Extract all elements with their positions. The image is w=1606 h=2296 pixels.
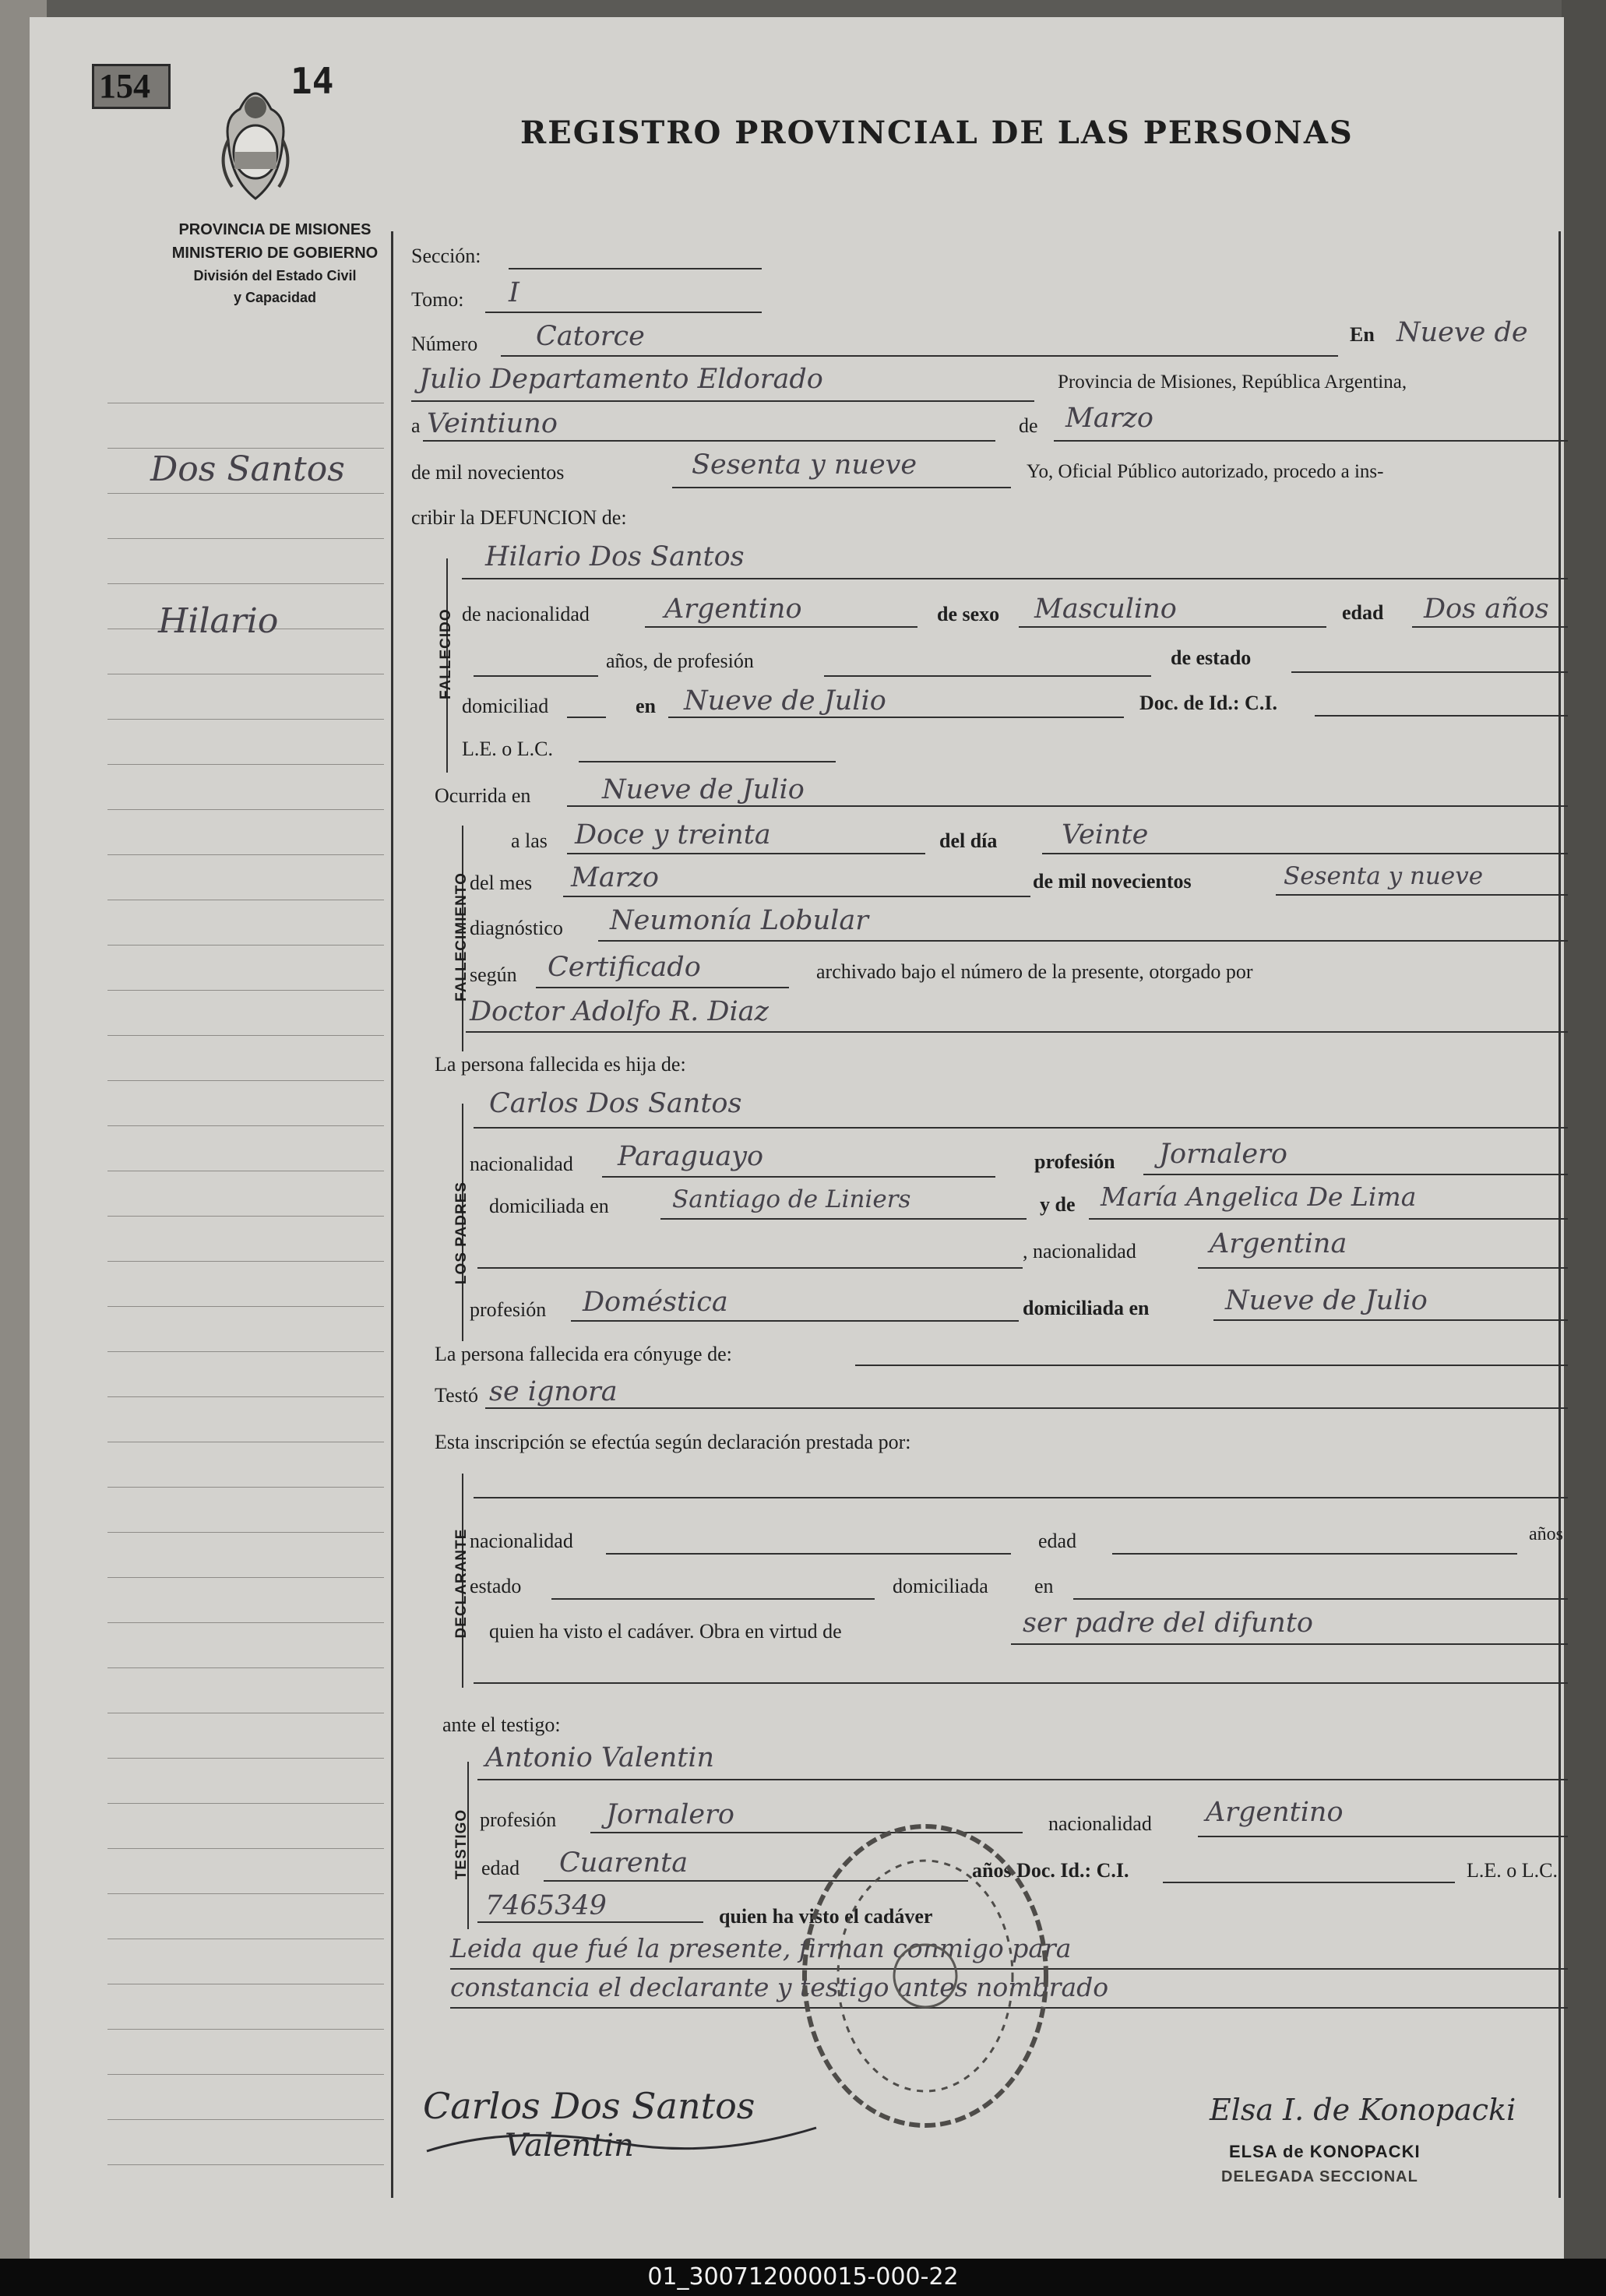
margin-line — [107, 809, 384, 810]
segun-label: según — [470, 963, 517, 986]
numero-value: Catorce — [536, 321, 645, 352]
closing-line-1: Leida que fué la presente, firman conmigo para — [450, 1933, 1072, 1963]
age-value: Dos años — [1424, 593, 1549, 625]
padres-label: LOS PADRES — [453, 1181, 470, 1285]
officer-name-stamp: ELSA de KONOPACKI — [1229, 2142, 1421, 2161]
mother-profession-value: Doméstica — [583, 1287, 728, 1318]
witness-profesion-label: profesión — [480, 1808, 557, 1831]
father-name: Carlos Dos Santos — [489, 1088, 742, 1119]
closing-line-2: constancia el declarante y testigo antes nombrado — [450, 1972, 1109, 2002]
a-label: a — [411, 414, 421, 437]
margin-line — [107, 1351, 384, 1352]
margin-line — [107, 1487, 384, 1488]
nacionalidad-label: de nacionalidad — [462, 603, 590, 625]
margin-line — [107, 945, 384, 946]
register-page — [30, 17, 1564, 2260]
father-profession-value: Jornalero — [1159, 1139, 1287, 1170]
father-domiciliada-label: domiciliada en — [489, 1195, 609, 1217]
tomo-value: I — [509, 277, 519, 308]
month-value: Marzo — [1065, 403, 1153, 434]
margin-line — [107, 764, 384, 765]
cribir-label: cribir la DEFUNCION de: — [411, 506, 627, 529]
declarant-signature: Carlos Dos Santos — [423, 2085, 755, 2127]
old-page-number: 154 — [92, 64, 171, 109]
day-value: Veintiuno — [427, 408, 558, 439]
father-domicile-value: Santiago de Liniers — [672, 1185, 911, 1213]
numero-label: Número — [411, 333, 478, 355]
mother-nacionalidad-label: , nacionalidad — [1023, 1240, 1136, 1262]
ante-testigo-label: ante el testigo: — [442, 1713, 561, 1736]
father-nationality-value: Paraguayo — [618, 1141, 764, 1172]
margin-line — [107, 2164, 384, 2165]
witness-edad-label: edad — [481, 1857, 520, 1879]
declarante-anos-label: años — [1529, 1524, 1563, 1544]
quien-cadaver-label: quien ha visto el cadáver. Obra en virtud de — [489, 1620, 842, 1643]
conyuge-label: La persona fallecida era cónyuge de: — [435, 1343, 732, 1365]
margin-given-name: Hilario — [158, 601, 279, 641]
ocurrida-label: Ocurrida en — [435, 784, 531, 807]
year-value: Sesenta y nueve — [692, 449, 917, 481]
margin-line — [107, 583, 384, 584]
en-label: En — [1350, 323, 1375, 346]
witness-nationality-value: Argentino — [1206, 1797, 1344, 1828]
deceased-name: Hilario Dos Santos — [485, 541, 745, 572]
margin-line — [107, 1848, 384, 1849]
declarante-nacionalidad-label: nacionalidad — [470, 1530, 573, 1552]
margin-line — [107, 1035, 384, 1036]
mother-nationality-value: Argentina — [1210, 1228, 1347, 1259]
margin-line — [107, 719, 384, 720]
mother-name: María Angelica De Lima — [1101, 1181, 1417, 1212]
coat-of-arms-icon — [209, 78, 302, 202]
mother-domiciliada-label: domiciliada en — [1023, 1297, 1150, 1319]
diagnosis-value: Neumonía Lobular — [610, 905, 868, 936]
margin-line — [107, 1396, 384, 1397]
margin-line — [107, 2029, 384, 2030]
seccion-label: Sección: — [411, 245, 481, 267]
margin-line — [107, 854, 384, 855]
margin-line — [107, 1080, 384, 1081]
document-title: REGISTRO PROVINCIAL DE LAS PERSONAS — [520, 114, 1354, 151]
a-las-label: a las — [511, 829, 548, 852]
edad-label: edad — [1342, 601, 1384, 624]
domicile-value: Nueve de Julio — [684, 685, 886, 717]
margin-line — [107, 1577, 384, 1578]
estado-label: de estado — [1171, 646, 1252, 669]
mother-domicile-value: Nueve de Julio — [1225, 1285, 1428, 1316]
le-label: L.E. o L.C. — [462, 738, 553, 760]
declarante-label: DECLARANTE — [453, 1528, 470, 1639]
occurred-value: Nueve de Julio — [602, 774, 805, 805]
officer-signature: Elsa I. de Konopacki — [1210, 2093, 1516, 2127]
yo-label: Yo, Oficial Público autorizado, procedo a ins- — [1027, 461, 1384, 482]
father-nacionalidad-label: nacionalidad — [470, 1153, 573, 1175]
margin-line — [107, 448, 384, 449]
mother-profesion-label: profesión — [470, 1298, 547, 1321]
margin-line — [107, 1125, 384, 1126]
tomo-label: Tomo: — [411, 288, 464, 311]
father-profesion-label: profesión — [1034, 1150, 1115, 1173]
del-mes-label: del mes — [470, 872, 533, 894]
inscripcion-label: Esta inscripción se efectúa según declaración prestada por: — [435, 1431, 911, 1453]
declarante-estado-label: estado — [470, 1575, 522, 1597]
witness-nacionalidad-label: nacionalidad — [1048, 1812, 1152, 1835]
y-de-label: y de — [1040, 1193, 1076, 1216]
en-domicilio-label: en — [636, 695, 656, 717]
archivado-label: archivado bajo el número de la presente, otorgado por — [816, 960, 1253, 983]
doc-label: Doc. de Id.: C.I. — [1139, 692, 1277, 714]
margin-line — [107, 1803, 384, 1804]
domiciliad-label: domiciliad — [462, 695, 549, 717]
margin-line — [107, 1758, 384, 1759]
margin-line — [107, 493, 384, 494]
fallecimiento-label: FALLECIMIENTO — [453, 872, 470, 1002]
obra-value: ser padre del difunto — [1023, 1608, 1313, 1639]
ministry-line: MINISTERIO DE GOBIERNO — [171, 245, 379, 262]
right-rule — [1558, 231, 1561, 2198]
margin-line — [107, 1306, 384, 1307]
margin-line — [107, 990, 384, 991]
witness-age-value: Cuarenta — [559, 1847, 689, 1879]
margin-line — [107, 538, 384, 539]
margin-line — [107, 1667, 384, 1668]
declarante-domiciliada-label: domiciliada — [893, 1575, 988, 1597]
sexo-label: de sexo — [937, 603, 1000, 625]
capacity-line: y Capacidad — [233, 290, 317, 305]
en-value: Nueve de — [1396, 317, 1528, 348]
witness-ci-value: 7465349 — [485, 1890, 607, 1921]
witness-signature: Valentin — [505, 2128, 634, 2164]
anos-profesion-label: años, de profesión — [606, 650, 754, 672]
certificate-value: Certificado — [548, 952, 701, 983]
officer-title-stamp: DELEGADA SECCIONAL — [1221, 2168, 1418, 2185]
image-caption: 01_300712000015-000-22 — [0, 2259, 1606, 2296]
hija-label: La persona fallecida es hija de: — [435, 1053, 686, 1076]
de-mil-2-label: de mil novecientos — [1033, 870, 1192, 893]
provincia-label: Provincia de Misiones, República Argentina, — [1058, 372, 1407, 393]
margin-surname: Dos Santos — [150, 449, 345, 489]
official-stamp-icon — [793, 1816, 1058, 2143]
testo-label: Testó — [435, 1384, 478, 1407]
witness-anos-doc-label: años Doc. Id.: C.I. — [972, 1859, 1129, 1882]
nationality-value: Argentino — [664, 593, 802, 625]
margin-rule — [391, 231, 393, 2198]
witness-profession-value: Jornalero — [606, 1799, 734, 1830]
declarante-en-label: en — [1034, 1575, 1054, 1597]
margin-line — [107, 1216, 384, 1217]
de-label: de — [1019, 414, 1038, 437]
doctor-value: Doctor Adolfo R. Diaz — [470, 996, 769, 1027]
province-line: PROVINCIA DE MISIONES — [178, 221, 372, 238]
testo-value: se ignora — [489, 1376, 618, 1407]
diagnostico-label: diagnóstico — [470, 917, 563, 939]
page-number: 14 — [291, 60, 334, 102]
witness-le-label: L.E. o L.C. — [1467, 1859, 1558, 1882]
book-binding-right — [1562, 0, 1606, 2259]
margin-line — [107, 2119, 384, 2120]
margin-line — [107, 2074, 384, 2075]
death-year-value: Sesenta y nueve — [1284, 862, 1484, 890]
hour-value: Doce y treinta — [575, 819, 771, 850]
margin-line — [107, 1261, 384, 1262]
division-line: División del Estado Civil — [193, 268, 357, 283]
death-day-value: Veinte — [1062, 819, 1149, 850]
death-month-value: Marzo — [571, 862, 659, 893]
declarante-edad-label: edad — [1038, 1530, 1077, 1552]
margin-line — [107, 1893, 384, 1894]
fallecido-label: FALLECIDO — [438, 608, 454, 699]
witness-name: Antonio Valentin — [485, 1742, 715, 1773]
place-value: Julio Departamento Eldorado — [419, 364, 823, 395]
quien-testigo-label: quien ha visto el cadáver — [719, 1905, 933, 1928]
de-mil-label: de mil novecientos — [411, 461, 565, 484]
del-dia-label: del día — [939, 829, 998, 852]
testigo-label: TESTIGO — [453, 1808, 470, 1880]
sex-value: Masculino — [1034, 593, 1177, 625]
margin-line — [107, 1532, 384, 1533]
margin-line — [107, 1622, 384, 1623]
